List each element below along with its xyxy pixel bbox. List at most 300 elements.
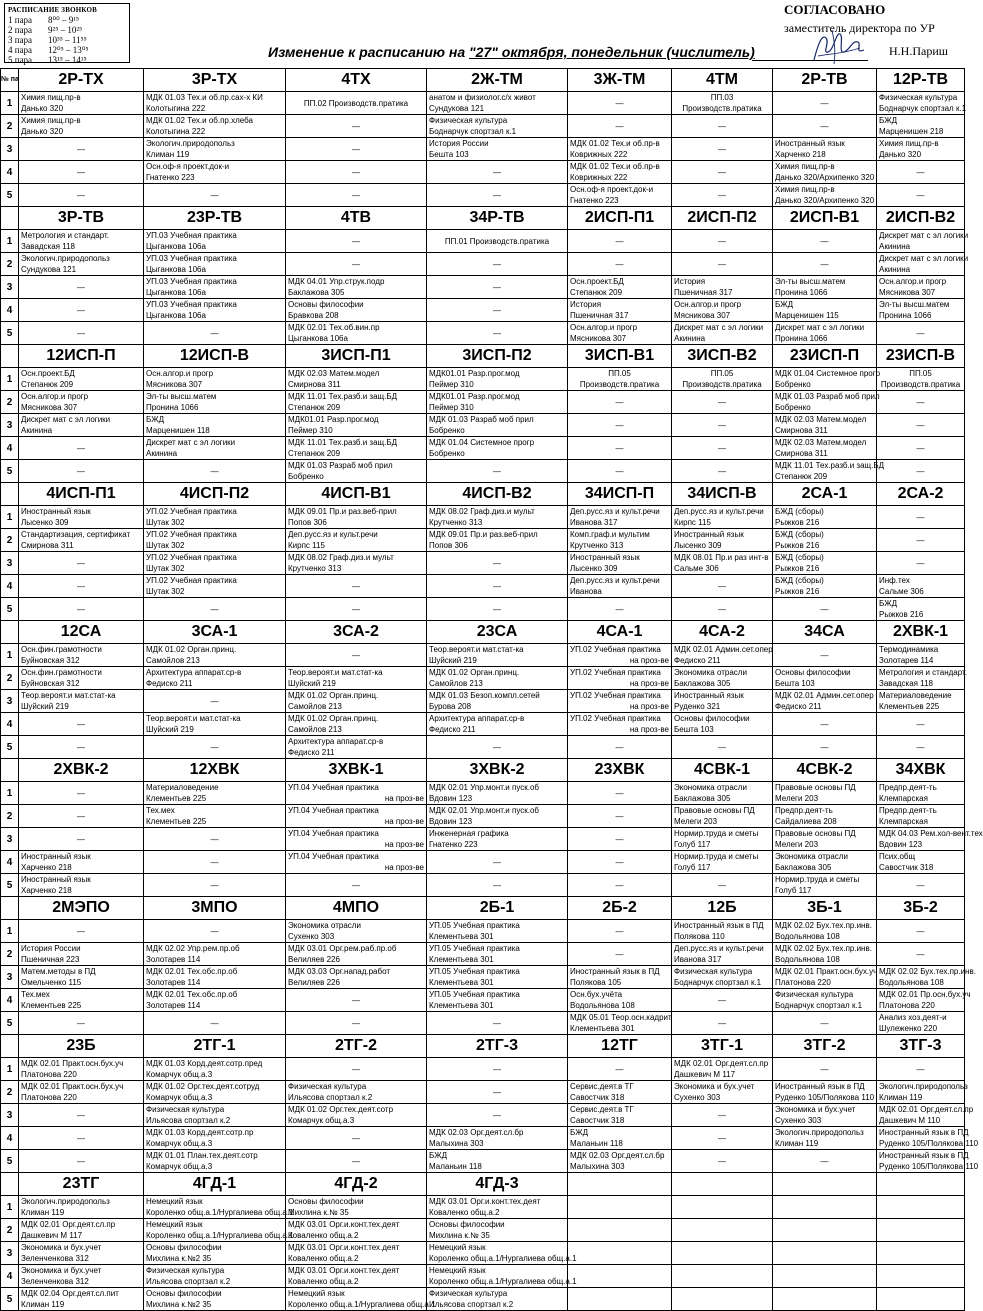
lesson-subject: Предпр.деят-ть (879, 806, 937, 815)
lesson-teacher-room: Голуб 117 (775, 886, 812, 895)
lesson-cell (877, 943, 965, 966)
lesson-teacher-room: Пеймер 310 (429, 403, 474, 412)
pair-row (1, 1196, 965, 1219)
group-name: 4ИСП-В2 (427, 483, 568, 506)
lesson-subject: УП.05 Учебная практика (429, 944, 520, 953)
lesson-teacher-room: Вдовин 123 (879, 840, 923, 849)
lesson-teacher-room: Рыжков 216 (775, 564, 820, 573)
lesson-cell (672, 1265, 773, 1288)
no-lesson-dash: — (493, 305, 501, 315)
lesson-teacher-room: Михлина к.№ 35 (429, 1231, 490, 1240)
pair-number: 2 (1, 253, 19, 276)
no-lesson-dash: — (77, 788, 85, 798)
lesson-subject: МДК 03.03 Орг.напад.работ (288, 967, 390, 976)
group-header-row (1, 1173, 965, 1196)
lesson-teacher-room: Коврижных 222 (570, 173, 628, 182)
no-lesson-dash: — (615, 949, 624, 959)
lesson-cell (427, 1127, 568, 1150)
lesson-cell (427, 437, 568, 460)
lesson-subject: Теор.вероят.и мат.стат-ка (288, 668, 383, 677)
lesson-cell (877, 966, 976, 989)
pair-row (1, 506, 965, 529)
group-name: 23ИСП-П (773, 345, 877, 368)
lesson-teacher-room: Комарчук общ.а.3 (146, 1070, 213, 1079)
lesson-cell (286, 115, 427, 138)
lesson-cell (144, 1196, 294, 1219)
no-lesson-dash: — (493, 1064, 501, 1074)
lesson-cell (427, 230, 568, 253)
lesson-cell (427, 736, 568, 759)
lesson-cell (877, 391, 965, 414)
no-lesson-dash: — (352, 236, 360, 246)
group-name: 34ИСП-В (672, 483, 773, 506)
lesson-cell (19, 598, 144, 621)
lesson-cell (144, 1127, 286, 1150)
no-lesson-dash: — (615, 236, 624, 246)
lesson-cell (427, 828, 568, 851)
lesson-cell (568, 184, 672, 207)
lesson-cell (568, 782, 672, 805)
lesson-cell (144, 414, 286, 437)
no-lesson-dash: — (615, 880, 624, 890)
pair-row (1, 230, 965, 253)
lesson-teacher-room: Производств.пратика (579, 380, 660, 389)
signature-line (752, 60, 868, 61)
lesson-cell (144, 1058, 286, 1081)
no-lesson-dash: — (615, 443, 624, 453)
lesson-teacher-room: Зеленченкова 312 (21, 1254, 89, 1263)
lesson-teacher-room: Лысенко 309 (21, 518, 69, 527)
lesson-cell (144, 322, 286, 345)
lesson-cell (427, 690, 568, 713)
lesson-teacher-room: на проз-ве (384, 817, 424, 826)
lesson-subject: БЖД (429, 1151, 448, 1160)
lesson-cell (286, 552, 427, 575)
lesson-cell (877, 506, 965, 529)
lesson-teacher-room: Крутченко 313 (429, 518, 483, 527)
lesson-teacher-room: Бешта 103 (429, 150, 469, 159)
lesson-cell (286, 161, 427, 184)
no-lesson-dash: — (352, 581, 360, 591)
lesson-teacher-room: Данько 320 (879, 150, 922, 159)
lesson-teacher-room: Бобренко (775, 380, 811, 389)
lesson-subject: МДК 02.04 Орг.деят.сл.пит (21, 1289, 119, 1298)
lesson-subject: Осн.алгор.и прогр (21, 392, 89, 401)
group-name: 34ИСП-П (568, 483, 672, 506)
lesson-cell (672, 1127, 773, 1150)
lesson-cell (773, 92, 877, 115)
lesson-teacher-room: Велиляев 226 (288, 978, 340, 987)
no-lesson-dash: — (820, 742, 829, 752)
lesson-cell (286, 1242, 427, 1265)
pair-number: 2 (1, 805, 19, 828)
no-lesson-dash: — (615, 834, 624, 844)
lesson-cell (19, 1196, 144, 1219)
pair-row (1, 828, 965, 851)
lesson-cell (568, 1104, 672, 1127)
lesson-teacher-room: Короленко общ.а.1/Нургалиева общ.а.1 (288, 1300, 436, 1309)
lesson-cell (568, 874, 672, 897)
lesson-teacher-room: Маланьин 118 (429, 1162, 482, 1171)
no-lesson-dash: — (615, 259, 624, 269)
lesson-cell (144, 161, 286, 184)
lesson-cell (427, 805, 568, 828)
lesson-cell (427, 1012, 568, 1035)
lesson-subject: Дискрет мат с эл логики (21, 415, 111, 424)
group-name: 2СА-2 (877, 483, 965, 506)
lesson-subject: ПП.02 Производств.пратика (303, 98, 409, 108)
lesson-teacher-room: Ильясова спортзал к.2 (146, 1277, 231, 1286)
no-lesson-dash: — (352, 995, 360, 1005)
lesson-cell (877, 253, 969, 276)
lesson-cell (144, 667, 286, 690)
lesson-cell (773, 391, 880, 414)
no-lesson-dash: — (77, 581, 85, 591)
lesson-cell (773, 690, 877, 713)
lesson-teacher-room: Сухенко 303 (775, 1116, 822, 1125)
pair-row (1, 138, 965, 161)
bell-pair: 1 пара (8, 15, 33, 25)
lesson-teacher-room: Коваленко общ.а.2 (288, 1277, 359, 1286)
lesson-cell (144, 391, 286, 414)
group-header-row (1, 69, 965, 92)
lesson-teacher-room: Мясникова 307 (570, 334, 627, 343)
lesson-subject: МДК 01.02 Орган.принц. (146, 645, 237, 654)
lesson-subject: Анализ хоз.деят-и (879, 1013, 947, 1022)
lesson-subject: УП.05 Учебная практика (429, 921, 520, 930)
pair-number: 4 (1, 437, 19, 460)
lesson-cell (144, 437, 286, 460)
no-lesson-dash: — (493, 328, 501, 338)
lesson-teacher-room: Омельченко 115 (21, 978, 82, 987)
lesson-teacher-room: Данько 320/Архипенко 320 (775, 173, 875, 182)
lesson-subject: Тех.мех (21, 990, 50, 999)
lesson-teacher-room: Клементьева 301 (429, 955, 494, 964)
lesson-subject: МДК 02.01 Тех.об.вин.пр (288, 323, 380, 332)
lesson-subject: Правовые основы ПД (775, 829, 856, 838)
lesson-cell (672, 437, 773, 460)
lesson-teacher-room: Мелеги 203 (674, 817, 718, 826)
lesson-teacher-room: Смирнова 311 (288, 380, 341, 389)
lesson-cell (877, 782, 965, 805)
lesson-cell (672, 1288, 773, 1311)
lesson-subject: БЖД (сборы) (775, 576, 824, 585)
lesson-cell (568, 713, 672, 736)
lesson-teacher-room: Водольянова 108 (775, 955, 840, 964)
pair-row (1, 575, 965, 598)
group-name: 23Р-ТВ (144, 207, 286, 230)
lesson-teacher-room: Цыганкова 106а (146, 311, 206, 320)
no-lesson-dash: — (77, 811, 85, 821)
lesson-cell (19, 322, 144, 345)
no-lesson-dash: — (820, 650, 829, 660)
pair-number: 2 (1, 115, 19, 138)
no-lesson-dash: — (718, 420, 726, 430)
lesson-teacher-room: Михлина к.№2 35 (146, 1254, 212, 1263)
pair-number: 1 (1, 506, 19, 529)
lesson-teacher-room: Буйновская 312 (21, 679, 80, 688)
lesson-cell (286, 1219, 427, 1242)
lesson-cell (672, 782, 773, 805)
lesson-cell (568, 989, 672, 1012)
no-lesson-dash: — (820, 236, 829, 246)
lesson-cell (427, 276, 568, 299)
no-lesson-dash: — (210, 1018, 219, 1028)
lesson-teacher-room: Руденко 105/Полякова 110 (775, 1093, 875, 1102)
group-name: 12ТГ (568, 1035, 672, 1058)
lesson-cell (144, 966, 286, 989)
lesson-subject: МДК 05.01 Теор.осн.кадрит (570, 1013, 672, 1022)
lesson-cell (286, 1012, 427, 1035)
lesson-cell (773, 1012, 877, 1035)
lesson-subject: Деп.русс.яз и культ.речи (288, 530, 378, 539)
lesson-teacher-room: Бобренко (288, 472, 324, 481)
lesson-cell (286, 874, 427, 897)
lesson-teacher-room: Самойлов 213 (288, 725, 342, 734)
lesson-teacher-room: Акинина (879, 242, 911, 251)
lesson-cell (877, 989, 971, 1012)
lesson-subject: МДК 01.03 Корд.деят.сотр.пр (146, 1128, 254, 1137)
lesson-teacher-room: Комарчук общ.а.3 (146, 1139, 213, 1148)
lesson-teacher-room: Цыганкова 106а (288, 334, 348, 343)
lesson-teacher-room: Бешта 103 (674, 725, 714, 734)
lesson-subject: Инженерная графика (429, 829, 509, 838)
group-name: 2ИСП-П2 (672, 207, 773, 230)
lesson-teacher-room: Золотарев 114 (146, 1001, 201, 1010)
lesson-subject: МДК 01.03 Корд.деят.сотр.пред (146, 1059, 263, 1068)
lesson-teacher-room: Малыхина 303 (570, 1162, 625, 1171)
lesson-cell (427, 713, 568, 736)
lesson-cell (877, 529, 965, 552)
lesson-cell (286, 1127, 427, 1150)
pair-number: 5 (1, 598, 19, 621)
lesson-teacher-room: Велиляев 226 (288, 955, 340, 964)
lesson-subject: Теор.вероят.и мат.стат-ка (429, 645, 524, 654)
no-lesson-dash: — (916, 949, 925, 959)
bell-time: 10³⁵ – 11⁵⁵ (48, 35, 87, 45)
no-lesson-dash: — (718, 1156, 726, 1166)
lesson-cell (773, 1081, 877, 1104)
no-lesson-dash: — (77, 282, 85, 292)
bell-pair: 2 пара (8, 25, 33, 35)
lesson-teacher-room: Рыжков 216 (775, 587, 820, 596)
pair-number-header: № па (1, 69, 19, 92)
lesson-subject: Осн.алгор.и прогр (570, 323, 638, 332)
lesson-cell (672, 1196, 773, 1219)
lesson-teacher-room: Маланьин 118 (570, 1139, 623, 1148)
no-lesson-dash: — (718, 1133, 726, 1143)
lesson-cell (672, 943, 773, 966)
lesson-cell (773, 943, 877, 966)
group-name: 4СВК-1 (672, 759, 773, 782)
lesson-teacher-room: Иванова (570, 587, 602, 596)
pair-row (1, 851, 965, 874)
lesson-cell (286, 1288, 436, 1311)
lesson-subject: Материаловедение (879, 691, 952, 700)
lesson-cell (773, 598, 877, 621)
lesson-cell (427, 184, 568, 207)
no-lesson-dash: — (718, 443, 726, 453)
lesson-teacher-room: Бобренко (775, 403, 811, 412)
lesson-cell (144, 874, 286, 897)
lesson-teacher-room: Клементьева 301 (429, 1001, 494, 1010)
lesson-cell (568, 322, 672, 345)
bell-time: 12⁰⁵ – 13⁰⁵ (48, 45, 89, 55)
lesson-cell (286, 644, 427, 667)
lesson-teacher-room: Пшеничная 317 (570, 311, 629, 320)
lesson-cell (672, 299, 773, 322)
lesson-cell (672, 966, 773, 989)
lesson-cell (773, 782, 877, 805)
lesson-cell (773, 851, 877, 874)
group-name (568, 1173, 672, 1196)
lesson-cell (286, 667, 427, 690)
lesson-teacher-room: Крутченко 313 (570, 541, 624, 550)
lesson-subject: ПП.01 Производств.пратика (444, 236, 550, 246)
lesson-subject: МДК 01.02 Орг.тех.деят.сотр (288, 1105, 394, 1114)
pair-row (1, 529, 965, 552)
lesson-cell (286, 253, 427, 276)
lesson-subject: УП.03 Учебная практика (146, 300, 237, 309)
group-name: 23Б (19, 1035, 144, 1058)
bell-row (8, 35, 126, 45)
lesson-cell (568, 1150, 672, 1173)
no-lesson-dash: — (210, 328, 219, 338)
lesson-subject: Немецкий язык (288, 1289, 345, 1298)
lesson-cell (672, 414, 773, 437)
lesson-teacher-room: Степанюк 209 (21, 380, 74, 389)
no-lesson-dash: — (615, 1064, 624, 1074)
lesson-subject: БЖД (879, 599, 898, 608)
lesson-subject: МДК 02.03 Орг.деят.сл.бр (429, 1128, 524, 1137)
lesson-teacher-room: Рыжков 216 (775, 541, 820, 550)
lesson-teacher-room: Степанюк 209 (570, 288, 623, 297)
lesson-teacher-room: Бобренко (429, 426, 465, 435)
lesson-cell (286, 736, 427, 759)
lesson-cell (773, 299, 877, 322)
no-lesson-dash: — (615, 604, 624, 614)
group-header-row (1, 207, 965, 230)
lesson-subject: Архитектура аппарат.ср-в (429, 714, 525, 723)
lesson-cell (877, 460, 965, 483)
lesson-cell (144, 368, 286, 391)
lesson-cell (877, 644, 965, 667)
lesson-cell (144, 1265, 286, 1288)
pair-number-header (1, 1173, 19, 1196)
lesson-subject: Физическая культура (674, 967, 753, 976)
lesson-cell (568, 1196, 672, 1219)
lesson-cell (672, 598, 773, 621)
lesson-cell (144, 851, 286, 874)
pair-number: 4 (1, 713, 19, 736)
lesson-cell (427, 460, 568, 483)
pair-row (1, 368, 965, 391)
lesson-cell (19, 690, 144, 713)
lesson-cell (427, 92, 568, 115)
lesson-cell (19, 115, 144, 138)
lesson-teacher-room: Бурова 208 (429, 702, 472, 711)
lesson-teacher-room: Клемпарская (879, 817, 928, 826)
no-lesson-dash: — (718, 995, 726, 1005)
lesson-teacher-room: Буйновская 312 (21, 656, 80, 665)
no-lesson-dash: — (916, 167, 925, 177)
pair-number: 1 (1, 782, 19, 805)
no-lesson-dash: — (916, 558, 925, 568)
lesson-subject: БЖД (879, 116, 898, 125)
bell-row (8, 55, 126, 65)
approval-title: СОГЛАСОВАНО (784, 2, 886, 17)
group-name: 3ХВК-1 (286, 759, 427, 782)
lesson-subject: Физическая культура (775, 990, 854, 999)
lesson-subject: Дискрет мат с эл логики (146, 438, 236, 447)
lesson-cell (672, 1081, 773, 1104)
lesson-cell (877, 1127, 979, 1150)
lesson-teacher-room: Савостчик 318 (570, 1116, 625, 1125)
lesson-teacher-room: Короленко общ.а.1/Нургалиева общ.а.1 (146, 1208, 294, 1217)
lesson-cell (877, 874, 965, 897)
lesson-subject: МДК 01.03 Безоп.компл.сетей (429, 691, 540, 700)
no-lesson-dash: — (615, 466, 624, 476)
lesson-subject: МДК 02.01 Практ.осн.бух.уч (21, 1082, 124, 1091)
pair-row (1, 1081, 965, 1104)
lesson-cell (877, 1265, 965, 1288)
lesson-subject: БЖД (775, 300, 794, 309)
lesson-cell (568, 667, 672, 690)
group-name (672, 1173, 773, 1196)
lesson-cell (568, 437, 672, 460)
lesson-subject: Немецкий язык (429, 1243, 486, 1252)
lesson-teacher-room: Колотыгина 222 (146, 127, 206, 136)
group-name: 2СА-1 (773, 483, 877, 506)
lesson-cell (144, 230, 286, 253)
lesson-cell (144, 920, 286, 943)
pair-number: 2 (1, 1219, 19, 1242)
lesson-subject: Осн.оф-я проект.док-и (146, 162, 230, 171)
lesson-cell (568, 161, 672, 184)
lesson-cell (672, 276, 773, 299)
lesson-teacher-room: Рыжков 216 (879, 610, 924, 619)
pair-number: 3 (1, 690, 19, 713)
lesson-cell (568, 943, 672, 966)
bell-time: 13¹⁵ – 14¹⁵ (48, 55, 87, 65)
lesson-teacher-room: Комарчук общ.а.3 (146, 1162, 213, 1171)
lesson-teacher-room: Марценишен 115 (775, 311, 839, 320)
lesson-teacher-room: Клементьева 301 (429, 932, 494, 941)
lesson-cell (877, 805, 965, 828)
lesson-teacher-room: Производств.пратика (880, 380, 961, 389)
lesson-subject: Материаловедение (146, 783, 219, 792)
group-name: 2Б-2 (568, 897, 672, 920)
no-lesson-dash: — (352, 650, 360, 660)
lesson-cell (19, 736, 144, 759)
lesson-teacher-room: Руденко 105/Полякова 110 (879, 1139, 979, 1148)
lesson-teacher-room: Самойлов 213 (288, 702, 342, 711)
lesson-subject: Химия пищ.пр-в (21, 93, 81, 102)
no-lesson-dash: — (916, 1064, 925, 1074)
lesson-teacher-room: Коваленко общ.а.2 (288, 1231, 359, 1240)
group-name: 4СА-1 (568, 621, 672, 644)
lesson-subject: Дискрет мат с эл логики (775, 323, 865, 332)
lesson-subject: Комп.граф.и мультим (570, 530, 650, 539)
group-name: 3ИСП-В2 (672, 345, 773, 368)
lesson-cell (19, 368, 144, 391)
lesson-cell (672, 851, 773, 874)
lesson-cell (144, 1242, 286, 1265)
lesson-teacher-room: Коваленко общ.а.2 (429, 1208, 500, 1217)
group-name: 4ТМ (672, 69, 773, 92)
pair-number: 4 (1, 299, 19, 322)
pair-number: 1 (1, 92, 19, 115)
